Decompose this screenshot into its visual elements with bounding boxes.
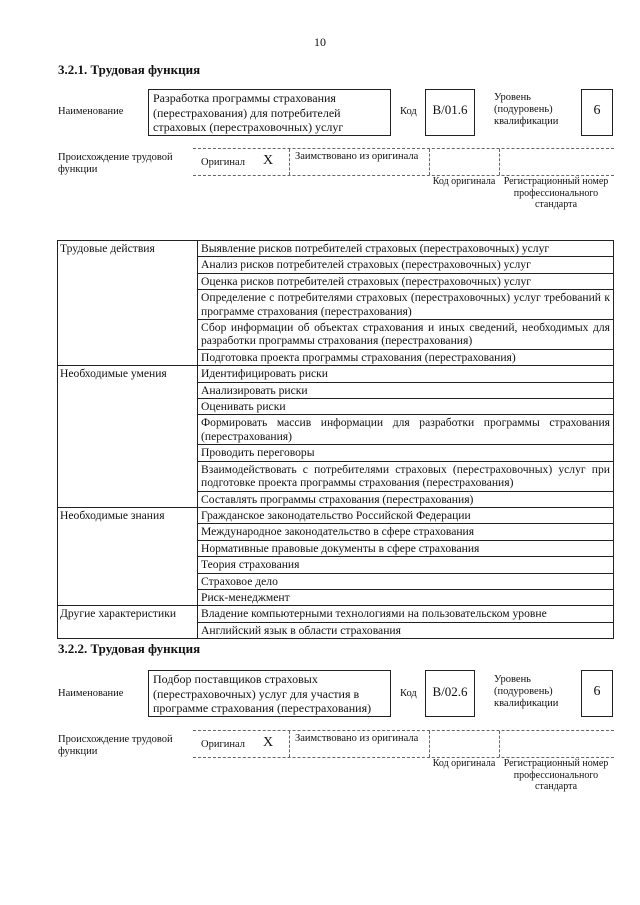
level-label-1: Уровень (подуровень) квалификации [494,92,559,127]
original-mark-2: X [263,735,274,750]
table-cell: Выявление рисков потребителей страховых (перестраховочных) услуг [198,241,614,257]
table-row [58,241,614,257]
code-label-1: Код [400,106,417,117]
original-label-2: Оригинал [201,739,245,750]
name-label-1: Наименование [58,106,124,117]
category-cell: Трудовые действия [58,241,198,366]
table-cell: Международное законодательство в сфере страхования [198,524,614,540]
qualification-level-1: 6 [581,89,613,136]
table-cell: Составлять программы страхования (перестрахования) [198,491,614,507]
function-name-2: Подбор поставщиков страховых (перестраховочных) услуг для участия в программе страхования (перестрахования) [148,670,391,717]
table-cell: Идентифицировать риски [198,366,614,382]
code-original-caption-2: Код оригинала [432,758,496,769]
table-cell: Владение компьютерными технологиями на пользовательском уровне [198,606,614,622]
table-cell: Определение с потребителями страховых (перестраховочных) услуг требований к программе страхования (перестрахования) [198,290,614,320]
table-cell: Подготовка проекта программы страхования (перестрахования) [198,349,614,365]
name-label-2: Наименование [58,688,124,699]
origin-row-2 [193,730,614,758]
reg-number-caption-2: Регистрационный номер профессионального стандарта [503,758,609,792]
table-cell: Анализировать риски [198,382,614,398]
table-cell: Оценка рисков потребителей страховых (перестраховочных) услуг [198,273,614,289]
table-cell: Проводить переговоры [198,445,614,461]
function-code-2: B/02.6 [425,670,475,717]
table-cell: Гражданское законодательство Российской Федерации [198,507,614,523]
category-cell: Необходимые умения [58,366,198,508]
page-number: 10 [314,35,326,49]
table-cell: Страховое дело [198,573,614,589]
origin-row-1 [193,148,614,176]
table-cell: Риск-менеджмент [198,589,614,605]
table-row [58,507,614,523]
table-cell: Сбор информации об объектах страхования и иных сведений, необходимых для разработки программы страхования (перестрахования) [198,320,614,350]
reg-number-caption-1: Регистрационный номер профессионального стандарта [503,176,609,210]
section-title-2: 3.2.2. Трудовая функция [58,641,201,656]
origin-label-2: Происхождение трудовой функции [58,734,173,757]
origin-label-1: Происхождение трудовой функции [58,152,173,175]
function-name-1: Разработка программы страхования (перестрахования) для потребителей страховых (перестраховочных) услуг [148,89,391,136]
table-cell: Формировать массив информации для разработки программы страхования (перестрахования) [198,415,614,445]
table-row [58,366,614,382]
borrowed-label-1: Заимствовано из оригинала [295,151,419,162]
table-cell: Оценивать риски [198,399,614,415]
code-label-2: Код [400,688,417,699]
function-table [57,240,614,639]
borrowed-label-2: Заимствовано из оригинала [295,733,419,744]
qualification-level-2: 6 [581,670,613,717]
category-cell: Другие характеристики [58,606,198,639]
table-row [58,606,614,622]
original-label-1: Оригинал [201,157,245,168]
table-cell: Английский язык в области страхования [198,622,614,638]
function-code-1: B/01.6 [425,89,475,136]
level-label-2: Уровень (подуровень) квалификации [494,674,559,709]
table-cell: Нормативные правовые документы в сфере страхования [198,540,614,556]
category-cell: Необходимые знания [58,507,198,605]
table-cell: Анализ рисков потребителей страховых (перестраховочных) услуг [198,257,614,273]
table-cell: Теория страхования [198,557,614,573]
original-mark-1: X [263,153,274,168]
table-cell: Взаимодействовать с потребителями страховых (перестраховочных) услуг при подготовке проекта программы страхования (перестрахования) [198,461,614,491]
code-original-caption-1: Код оригинала [432,176,496,187]
section-title-1: 3.2.1. Трудовая функция [58,62,201,77]
